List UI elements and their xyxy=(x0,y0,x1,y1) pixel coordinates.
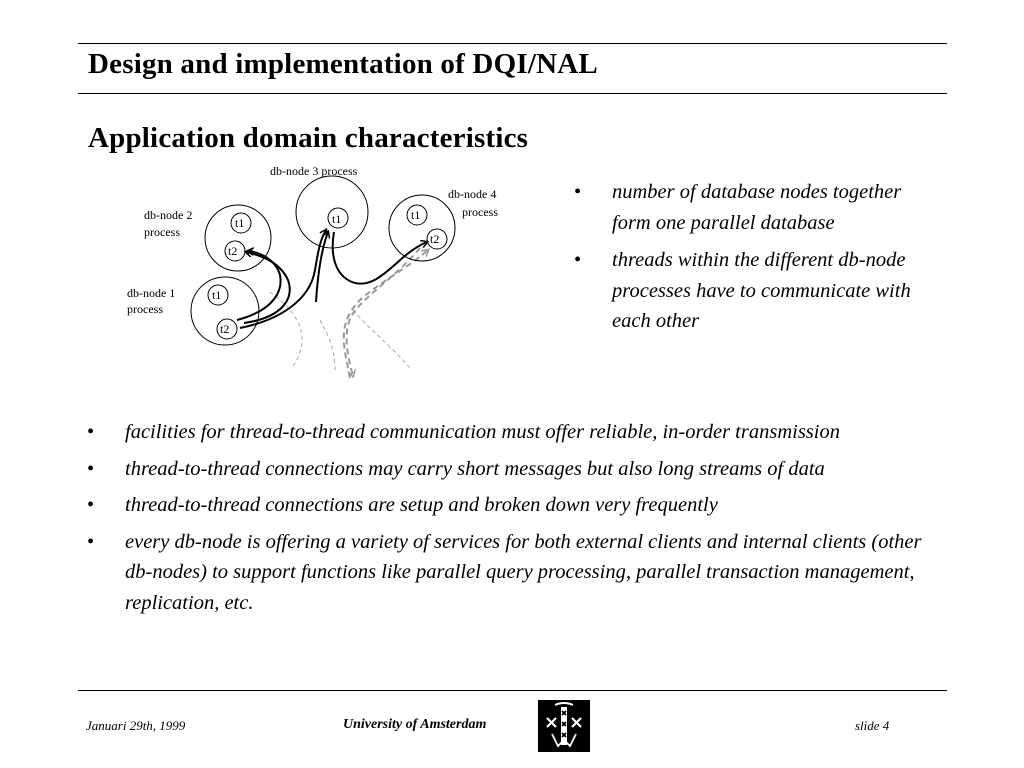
footer-university: University of Amsterdam xyxy=(343,717,487,732)
list-item: • thread-to-thread connections may carry short messages but also long streams of data xyxy=(87,454,947,485)
node4-thread-t1-label: t1 xyxy=(411,208,421,222)
list-item: • every db-node is offering a variety of services for both external clients and internal clients (other db-nodes) to support functions like parallel query processing, parallel transaction management, replication, etc. xyxy=(87,527,947,619)
bullet-icon: • xyxy=(574,181,582,203)
footer-date: Januari 29th, 1999 xyxy=(86,718,186,733)
list-item: • number of database nodes together form one parallel database xyxy=(574,177,934,238)
bullet-icon: • xyxy=(87,530,95,553)
node3-thread-t1-label: t1 xyxy=(332,212,342,226)
background-links xyxy=(270,292,410,370)
node2-thread-t1-label: t1 xyxy=(235,216,245,230)
db-node-4-circle xyxy=(389,195,455,261)
node1-thread-t2-label: t2 xyxy=(220,322,230,336)
bullet-icon: • xyxy=(87,457,95,480)
thread-links xyxy=(237,230,427,328)
db-node-diagram xyxy=(120,160,520,385)
db-node-2-label-line1: db-node 2 xyxy=(144,208,193,222)
page-title: Design and implementation of DQI/NAL xyxy=(88,48,598,80)
bullet-icon: • xyxy=(87,494,95,516)
list-item: • thread-to-thread connections are setup and broken down very frequently xyxy=(87,490,947,521)
bullet-icon: • xyxy=(87,421,95,443)
db-node-4-label-line1: db-node 4 xyxy=(448,187,497,201)
db-node-1-label-line1: db-node 1 xyxy=(127,286,176,300)
requirements-list xyxy=(87,417,947,624)
node2-thread-t2-label: t2 xyxy=(228,244,238,258)
top-rule xyxy=(78,43,947,44)
footer-rule xyxy=(78,690,947,691)
db-node-3-label: db-node 3 process xyxy=(270,164,358,178)
node1-thread-t1-label: t1 xyxy=(212,288,222,302)
node4-thread-t2-label: t2 xyxy=(430,232,440,246)
footer-slide-number: slide 4 xyxy=(855,718,890,733)
uva-crosses-logo-icon xyxy=(538,700,590,752)
section-heading: Application domain characteristics xyxy=(88,122,529,154)
list-item: • facilities for thread-to-thread communication must offer reliable, in-order transmission xyxy=(87,417,947,448)
db-node-4-label-line2: process xyxy=(462,205,498,219)
diagram-notes-list xyxy=(574,177,934,344)
list-item: • threads within the different db-node processes have to communicate with each other xyxy=(574,245,934,337)
title-rule xyxy=(78,93,947,94)
db-node-2-label-line2: process xyxy=(144,225,180,239)
gray-dashed-arrows xyxy=(344,248,428,378)
db-node-1-label-line2: process xyxy=(127,302,163,316)
bullet-icon: • xyxy=(574,249,582,271)
